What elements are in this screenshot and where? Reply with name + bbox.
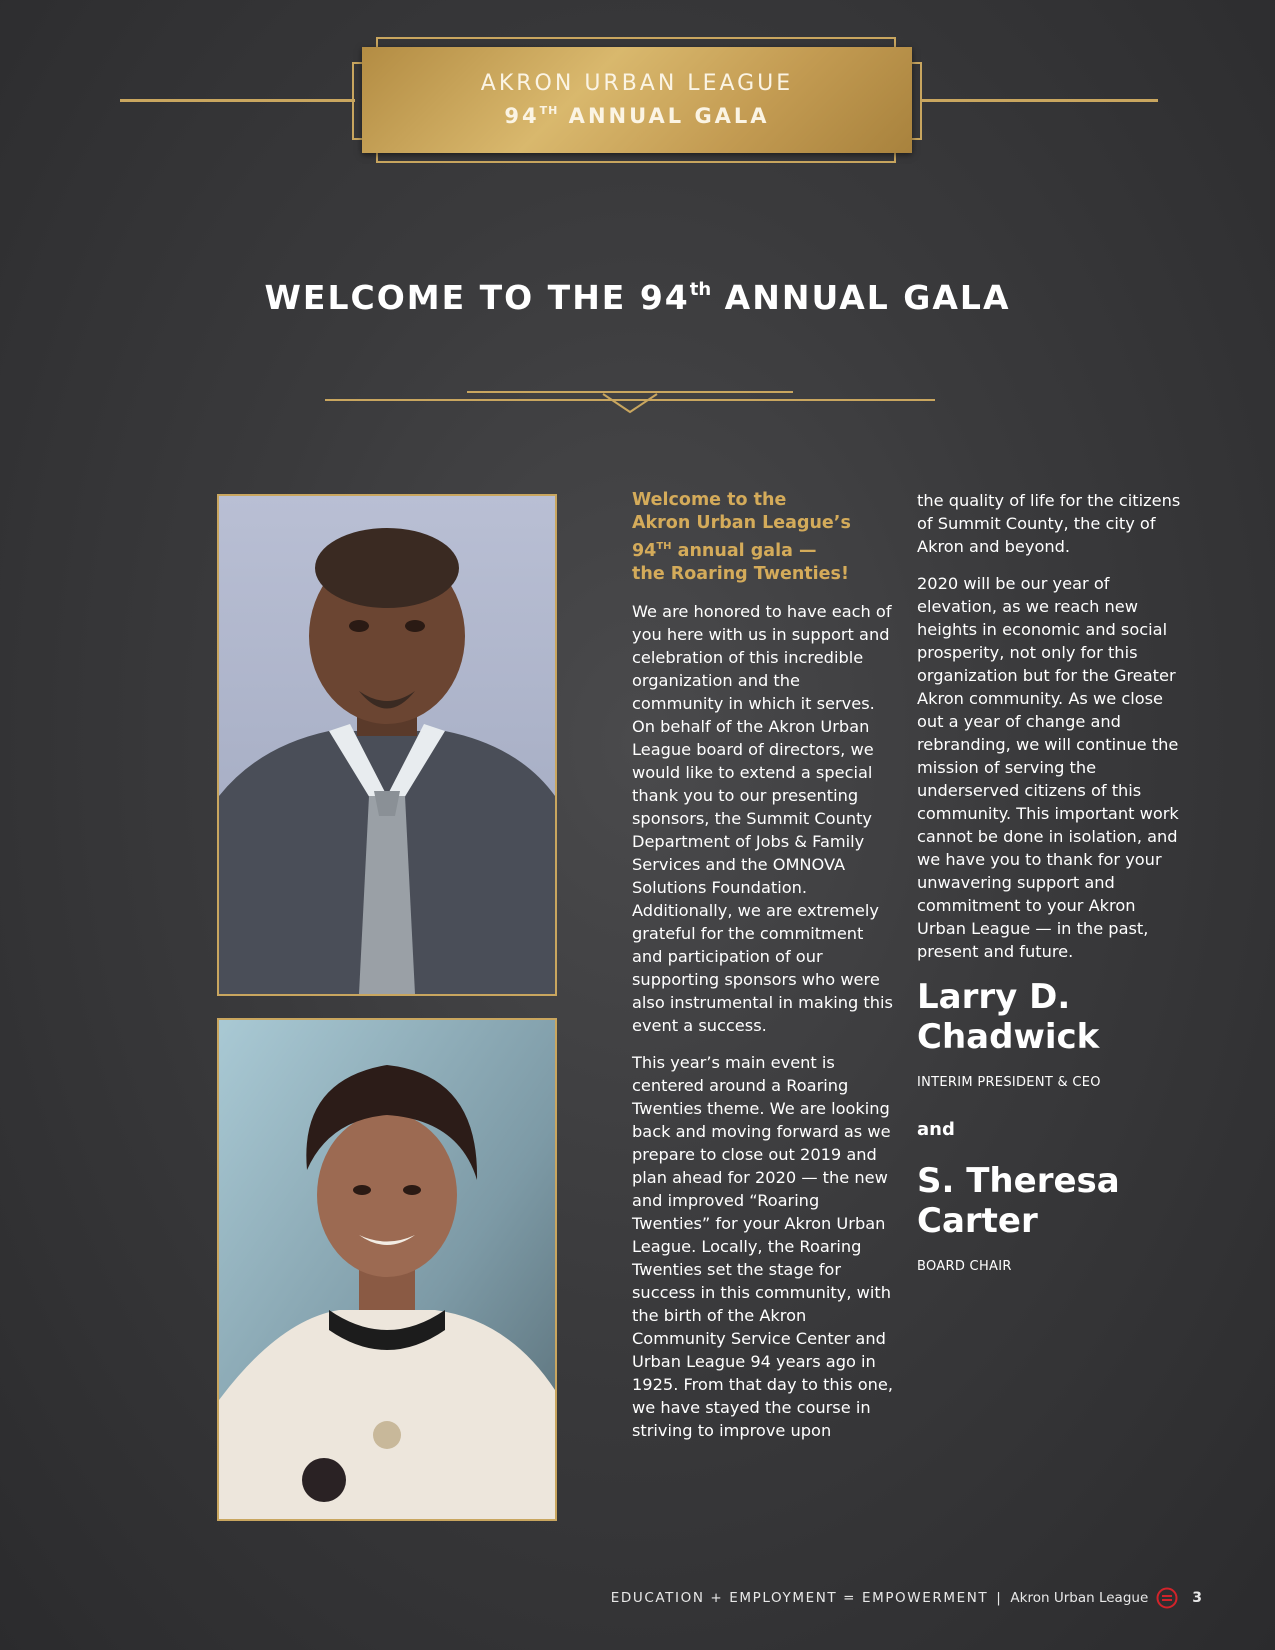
page-number: 3 [1192, 1590, 1202, 1606]
welcome-intro [632, 489, 894, 586]
footer-tagline: EDUCATION + EMPLOYMENT = EMPOWERMENT [610, 1590, 989, 1606]
letter-paragraph: 2020 will be our year of elevation, as we reach new heights in economic and social prosperity, not only for this organization but for the Greater Akron community. As we close out a year of change and rebranding, we will continue the mission of serving the underserved citizens of this community. This important work cannot be done in isolation, and we have you to thank for your unwavering support and commitment to your Akron Urban League — in the past, present and future. [917, 574, 1179, 961]
portrait-theresa-carter [217, 1018, 557, 1521]
signer-name-line: Carter [917, 1201, 1038, 1241]
welcome-intro-line [632, 535, 894, 563]
signer-name-line: Chadwick [917, 1017, 1100, 1057]
intro-label: annual gala — [671, 541, 817, 561]
footer-org-name: Akron Urban League [1010, 1590, 1149, 1606]
decorative-divider [325, 390, 935, 416]
intro-ordinal: TH [656, 541, 672, 552]
welcome-intro-line: the Roaring Twenties! [632, 564, 849, 584]
letter-column-1 [632, 489, 894, 1456]
letter-paragraph: This year’s main event is centered around a Roaring Twenties theme. We are looking back and moving forward as we prepare to close out 2019 and plan ahead for 2020 — the new and improved “Roaring Twenties” for your Akron Urban League. Locally, the Roaring Twenties set the stage for success in this community, with the birth of the Akron Community Service Center and Urban League 94 years ago in 1925. From that day to this one, we have stayed the course in striving to improve upon [632, 1053, 894, 1440]
welcome-intro-line: Welcome to the [632, 490, 787, 510]
signer-title: BOARD CHAIR [917, 1259, 1012, 1274]
portrait-larry-chadwick [217, 494, 557, 996]
page-title-ordinal: th [689, 279, 712, 300]
signer-title: INTERIM PRESIDENT & CEO [917, 1075, 1101, 1090]
gala-banner [362, 47, 912, 153]
letter-paragraph: We are honored to have each of you here with us in support and celebration of this incredible organization and the community in which it serves. On behalf of the Akron Urban League board of directors, we would like to extend a special thank you to our presenting sponsors, the Summit County Department of Jobs & Family Services and the OMNOVA Solutions Foundation. Additionally, we are extremely grateful for the commitment and participation of our supporting sponsors who were also instrumental in making this event a success. [632, 602, 893, 1035]
banner-rule-right [920, 99, 1158, 102]
footer-separator: | [996, 1590, 1003, 1606]
banner-org-name: AKRON URBAN LEAGUE [480, 71, 794, 96]
signer-name [917, 1161, 1187, 1241]
banner-event-name [362, 104, 912, 128]
banner-event-label: ANNUAL GALA [558, 104, 770, 128]
letter-paragraph: the quality of life for the citizens of Summit County, the city of Akron and beyond. [917, 491, 1181, 556]
conjunction: and [917, 1119, 955, 1140]
welcome-intro-line: Akron Urban League’s [632, 513, 851, 533]
letter-column-2 [917, 489, 1187, 1302]
signer-name-line: S. Theresa [917, 1161, 1120, 1201]
page-footer [611, 1587, 1202, 1609]
banner-frame-left-bracket [352, 62, 362, 140]
signer-name [917, 977, 1187, 1057]
banner-frame-right-bracket [912, 62, 922, 140]
page-title-end: ANNUAL GALA [711, 278, 1011, 317]
intro-number: 94 [632, 541, 657, 561]
banner-ordinal: TH [539, 104, 559, 117]
page-title-start: WELCOME TO THE 94 [264, 278, 690, 317]
banner-rule-left [120, 99, 355, 102]
banner-number: 94 [504, 104, 540, 128]
equals-circle-logo-icon [1156, 1587, 1178, 1609]
signer-name-line: Larry D. [917, 977, 1071, 1017]
page-title [0, 278, 1275, 317]
